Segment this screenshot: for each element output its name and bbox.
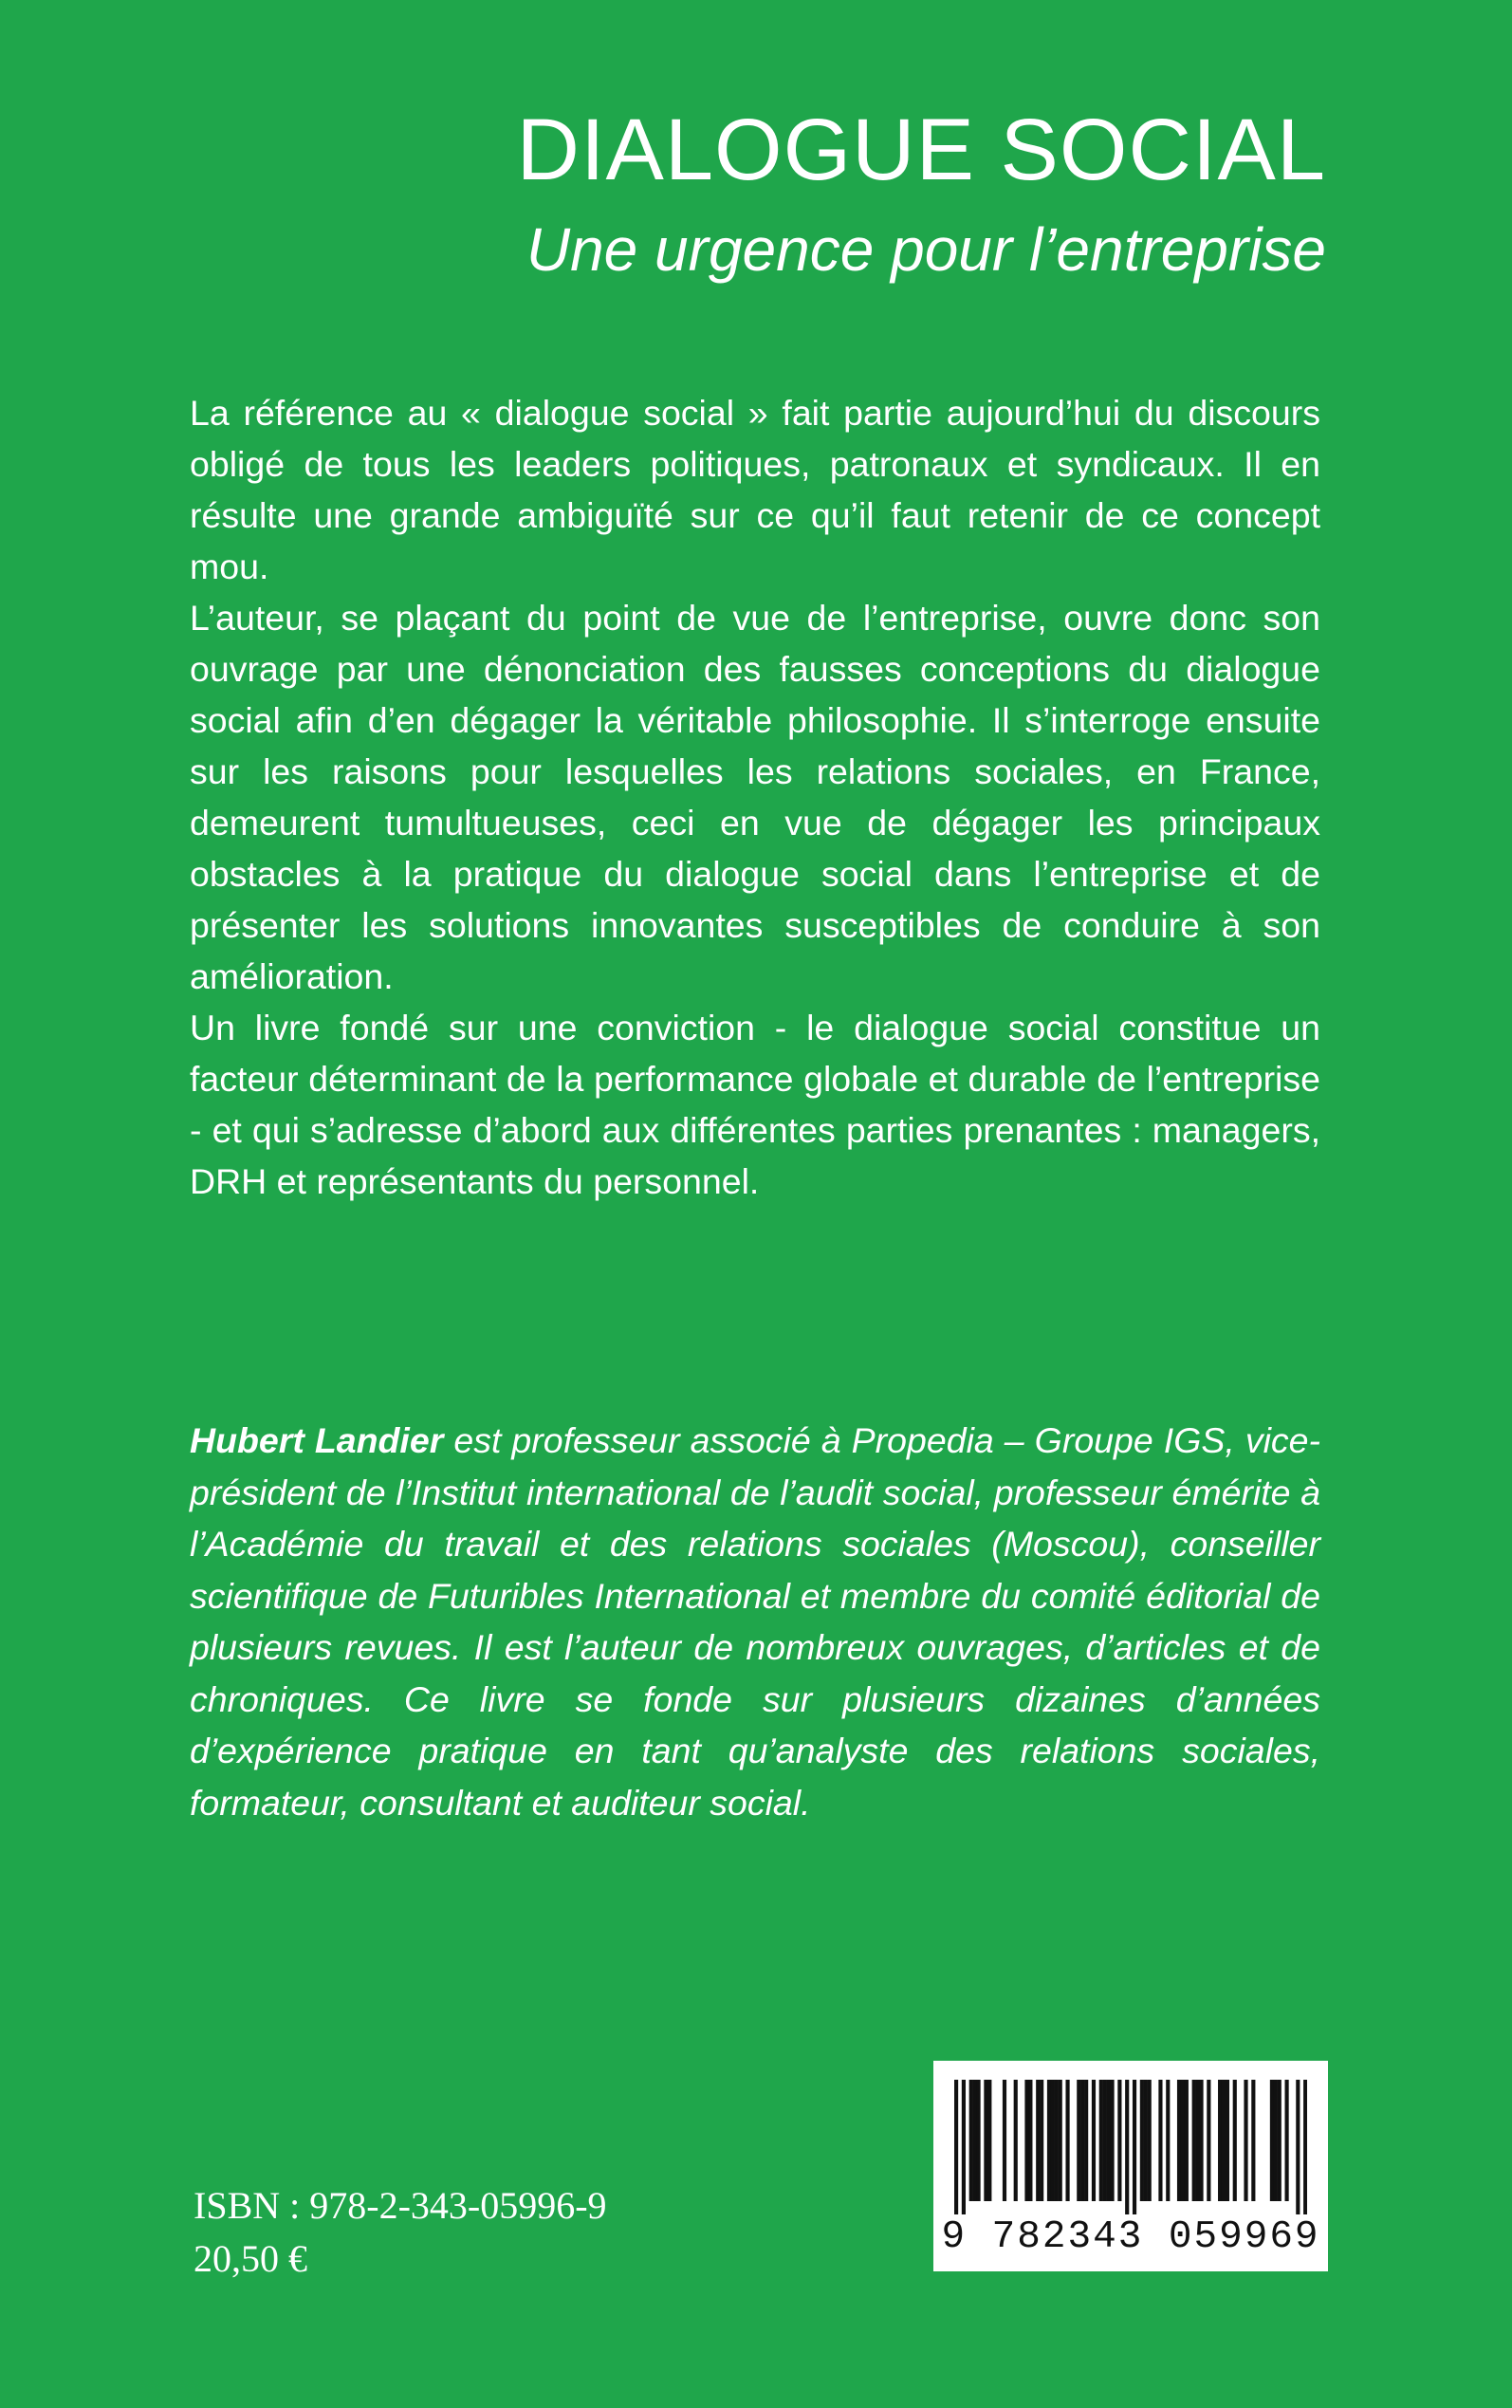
barcode-bar	[1040, 2080, 1043, 2201]
barcode-bar	[1185, 2080, 1189, 2201]
book-title: DIALOGUE SOCIAL	[516, 102, 1326, 198]
barcode-bar	[1107, 2080, 1111, 2201]
barcode-bar	[1196, 2080, 1200, 2201]
barcode-bar	[1055, 2080, 1059, 2201]
barcode-bar	[1274, 2080, 1278, 2201]
barcode-bar	[987, 2080, 991, 2201]
barcode-bars	[954, 2080, 1307, 2214]
barcode-guard-bar	[962, 2080, 966, 2214]
barcode-bar	[1036, 2080, 1040, 2201]
barcode-bar	[1199, 2080, 1203, 2201]
barcode-bar	[1226, 2080, 1229, 2201]
barcode-bar	[969, 2080, 973, 2201]
barcode-bar	[1117, 2080, 1121, 2201]
barcode-bar	[1222, 2080, 1226, 2201]
barcode-guard-bar	[1303, 2080, 1307, 2214]
barcode-bar	[1110, 2080, 1114, 2201]
barcode-guard-bar	[954, 2080, 958, 2214]
barcode-bar	[1059, 2080, 1062, 2201]
barcode-bar	[1024, 2080, 1028, 2201]
barcode-bar	[1166, 2080, 1170, 2201]
barcode-bar	[1077, 2080, 1080, 2201]
author-name: Hubert Landier	[190, 1420, 444, 1460]
isbn-label: ISBN : 978-2-343-05996-9	[194, 2184, 607, 2227]
barcode-bar	[1233, 2080, 1237, 2201]
barcode-bar	[984, 2080, 987, 2201]
barcode-bar	[1177, 2080, 1181, 2201]
barcode-guard-bar	[1125, 2080, 1129, 2214]
barcode-bar	[1148, 2080, 1152, 2201]
barcode-bar	[1140, 2080, 1144, 2201]
barcode-guard-bar	[1296, 2080, 1300, 2214]
blurb-paragraph: L’auteur, se plaçant du point de vue de l’entreprise, ouvre donc son ouvrage par une dénonciation des fausses conceptions du dialogue social afin d’en dégager la véritable philosophie. Il s’interroge ensuite sur les raisons pour lesquelles les relations sociales, en France, demeurent tumultueuses, ceci en vue de dégager les principaux obstacles à la pratique du dialogue social dans l’entreprise et de présenter les solutions innovantes susceptibles de conduire à son amélioration.	[190, 598, 1320, 996]
blurb-paragraph: Un livre fondé sur une conviction - le dialogue social constitue un facteur déterminant de la performance globale et durable de l’entreprise - et qui s’adresse d’abord aux différentes parties prenantes : managers, DRH et représentants du personnel.	[190, 1008, 1320, 1201]
barcode-digits: 9 782343 059969	[941, 2215, 1320, 2259]
barcode-bar	[1144, 2080, 1148, 2201]
blurb-paragraph: La référence au « dialogue social » fait partie aujourd’hui du discours obligé de tous les leaders politiques, patronaux et syndicaux. Il en résulte une grande ambiguïté sur ce qu’il faut retenir de ce concept mou.	[190, 393, 1320, 586]
barcode-bar	[1218, 2080, 1222, 2201]
barcode-bar	[1065, 2080, 1069, 2201]
book-blurb	[190, 387, 1320, 1207]
barcode-bar	[1270, 2080, 1274, 2201]
barcode-bar	[1285, 2080, 1289, 2201]
barcode-bar	[976, 2080, 980, 2201]
author-bio-text: est professeur associé à Propedia – Groupe IGS, vice-président de l’Institut international de l’audit social, professeur émérite à l’Académie du travail et des relations sociales (Moscou), conseiller scientifique de Futuribles International et membre du comité éditorial de plusieurs revues. Il est l’auteur de nombreux ouvrages, d’articles et de chroniques. Ce livre se fonde sur plusieurs dizaines d’années d’expérience pratique en tant qu’analyste des relations sociales, formateur, consultant et auditeur social.	[190, 1420, 1320, 1823]
barcode-bar	[1047, 2080, 1051, 2201]
author-bio	[190, 1415, 1320, 1828]
book-subtitle: Une urgence pour l’entreprise	[526, 215, 1326, 284]
barcode-bar	[1251, 2080, 1255, 2201]
barcode-guard-bar	[1133, 2080, 1136, 2214]
barcode	[933, 2061, 1328, 2271]
barcode-bar	[1181, 2080, 1185, 2201]
barcode-bar	[1084, 2080, 1088, 2201]
barcode-bar	[1014, 2080, 1018, 2201]
barcode-bar	[1192, 2080, 1196, 2201]
price-label: 20,50 €	[194, 2237, 307, 2280]
barcode-bar	[1158, 2080, 1162, 2201]
barcode-bar	[1028, 2080, 1032, 2201]
barcode-bar	[1244, 2080, 1247, 2201]
barcode-bar	[1003, 2080, 1006, 2201]
barcode-bar	[1051, 2080, 1055, 2201]
barcode-bar	[973, 2080, 977, 2201]
barcode-bar	[1103, 2080, 1107, 2201]
barcode-bar	[1278, 2080, 1282, 2201]
barcode-bar	[1207, 2080, 1210, 2201]
barcode-bar	[1099, 2080, 1103, 2201]
barcode-bar	[1080, 2080, 1084, 2201]
barcode-bar	[1092, 2080, 1096, 2201]
